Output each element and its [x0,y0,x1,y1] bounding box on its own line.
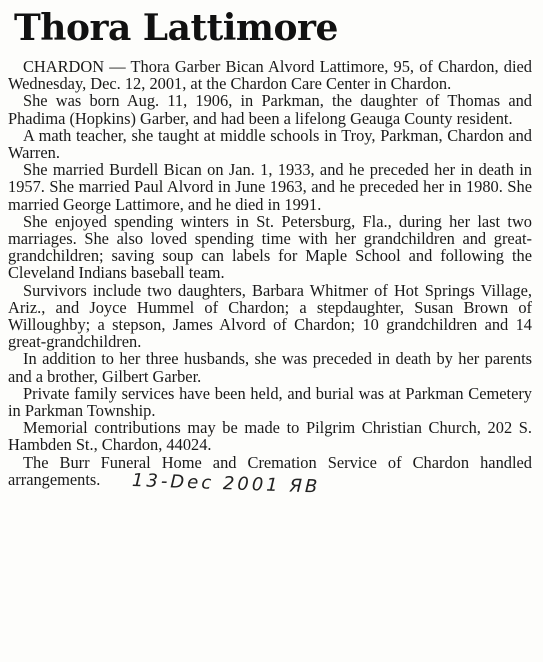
paragraph-preceded: In addition to her three husbands, she was preceded in death by her parents and a brother, Gilbert Garber. [8,349,532,386]
paragraph-arrangements: The Burr Funeral Home and Cremation Service of Chardon handled arrangements. [8,452,532,489]
paragraph-birth: She was born Aug. 11, 1906, in Parkman, the daughter of Thomas and Phadima (Hopkins) Garber, and had been a lifelong Geauga County resident. [8,91,532,128]
obituary-headline: Thora Lattimore [14,7,338,49]
paragraph-death-notice: CHARDON — Thora Garber Bican Alvord Lattimore, 95, of Chardon, died Wednesday, Dec. 12, 2001, at the Chardon Care Center in Chardon. [8,57,532,94]
paragraph-marriages: She married Burdell Bican on Jan. 1, 1933, and he preceded her in death in 1957. She married Paul Alvord in June 1963, and he preceded her in 1980. She married George Lattimore, and he died in 1991. [8,160,532,214]
obituary-body [8,58,532,488]
paragraph-interests: She enjoyed spending winters in St. Petersburg, Fla., during her last two marriages. She also loved spending time with her grandchildren and great-grandchildren; saving soup can labels for Maple School and following the Cleveland Indians baseball team. [8,211,532,283]
paragraph-survivors: Survivors include two daughters, Barbara Whitmer of Hot Springs Village, Ariz., and Joyce Hummel of Chardon; a stepdaughter, Susan Brown of Willoughby; a stepson, James Alvord of Chardon; 10 grandchildren and 14 great-grandchildren. [8,280,532,352]
paragraph-memorials: Memorial contributions may be made to Pilgrim Christian Church, 202 S. Hambden St., Chardon, 44024. [8,418,532,455]
handwritten-date-note: 13-Dec 2001 ЯB [131,470,321,498]
paragraph-career: A math teacher, she taught at middle schools in Troy, Parkman, Chardon and Warren. [8,125,532,163]
paragraph-services: Private family services have been held, and burial was at Parkman Cemetery in Parkman Township. [8,383,532,421]
